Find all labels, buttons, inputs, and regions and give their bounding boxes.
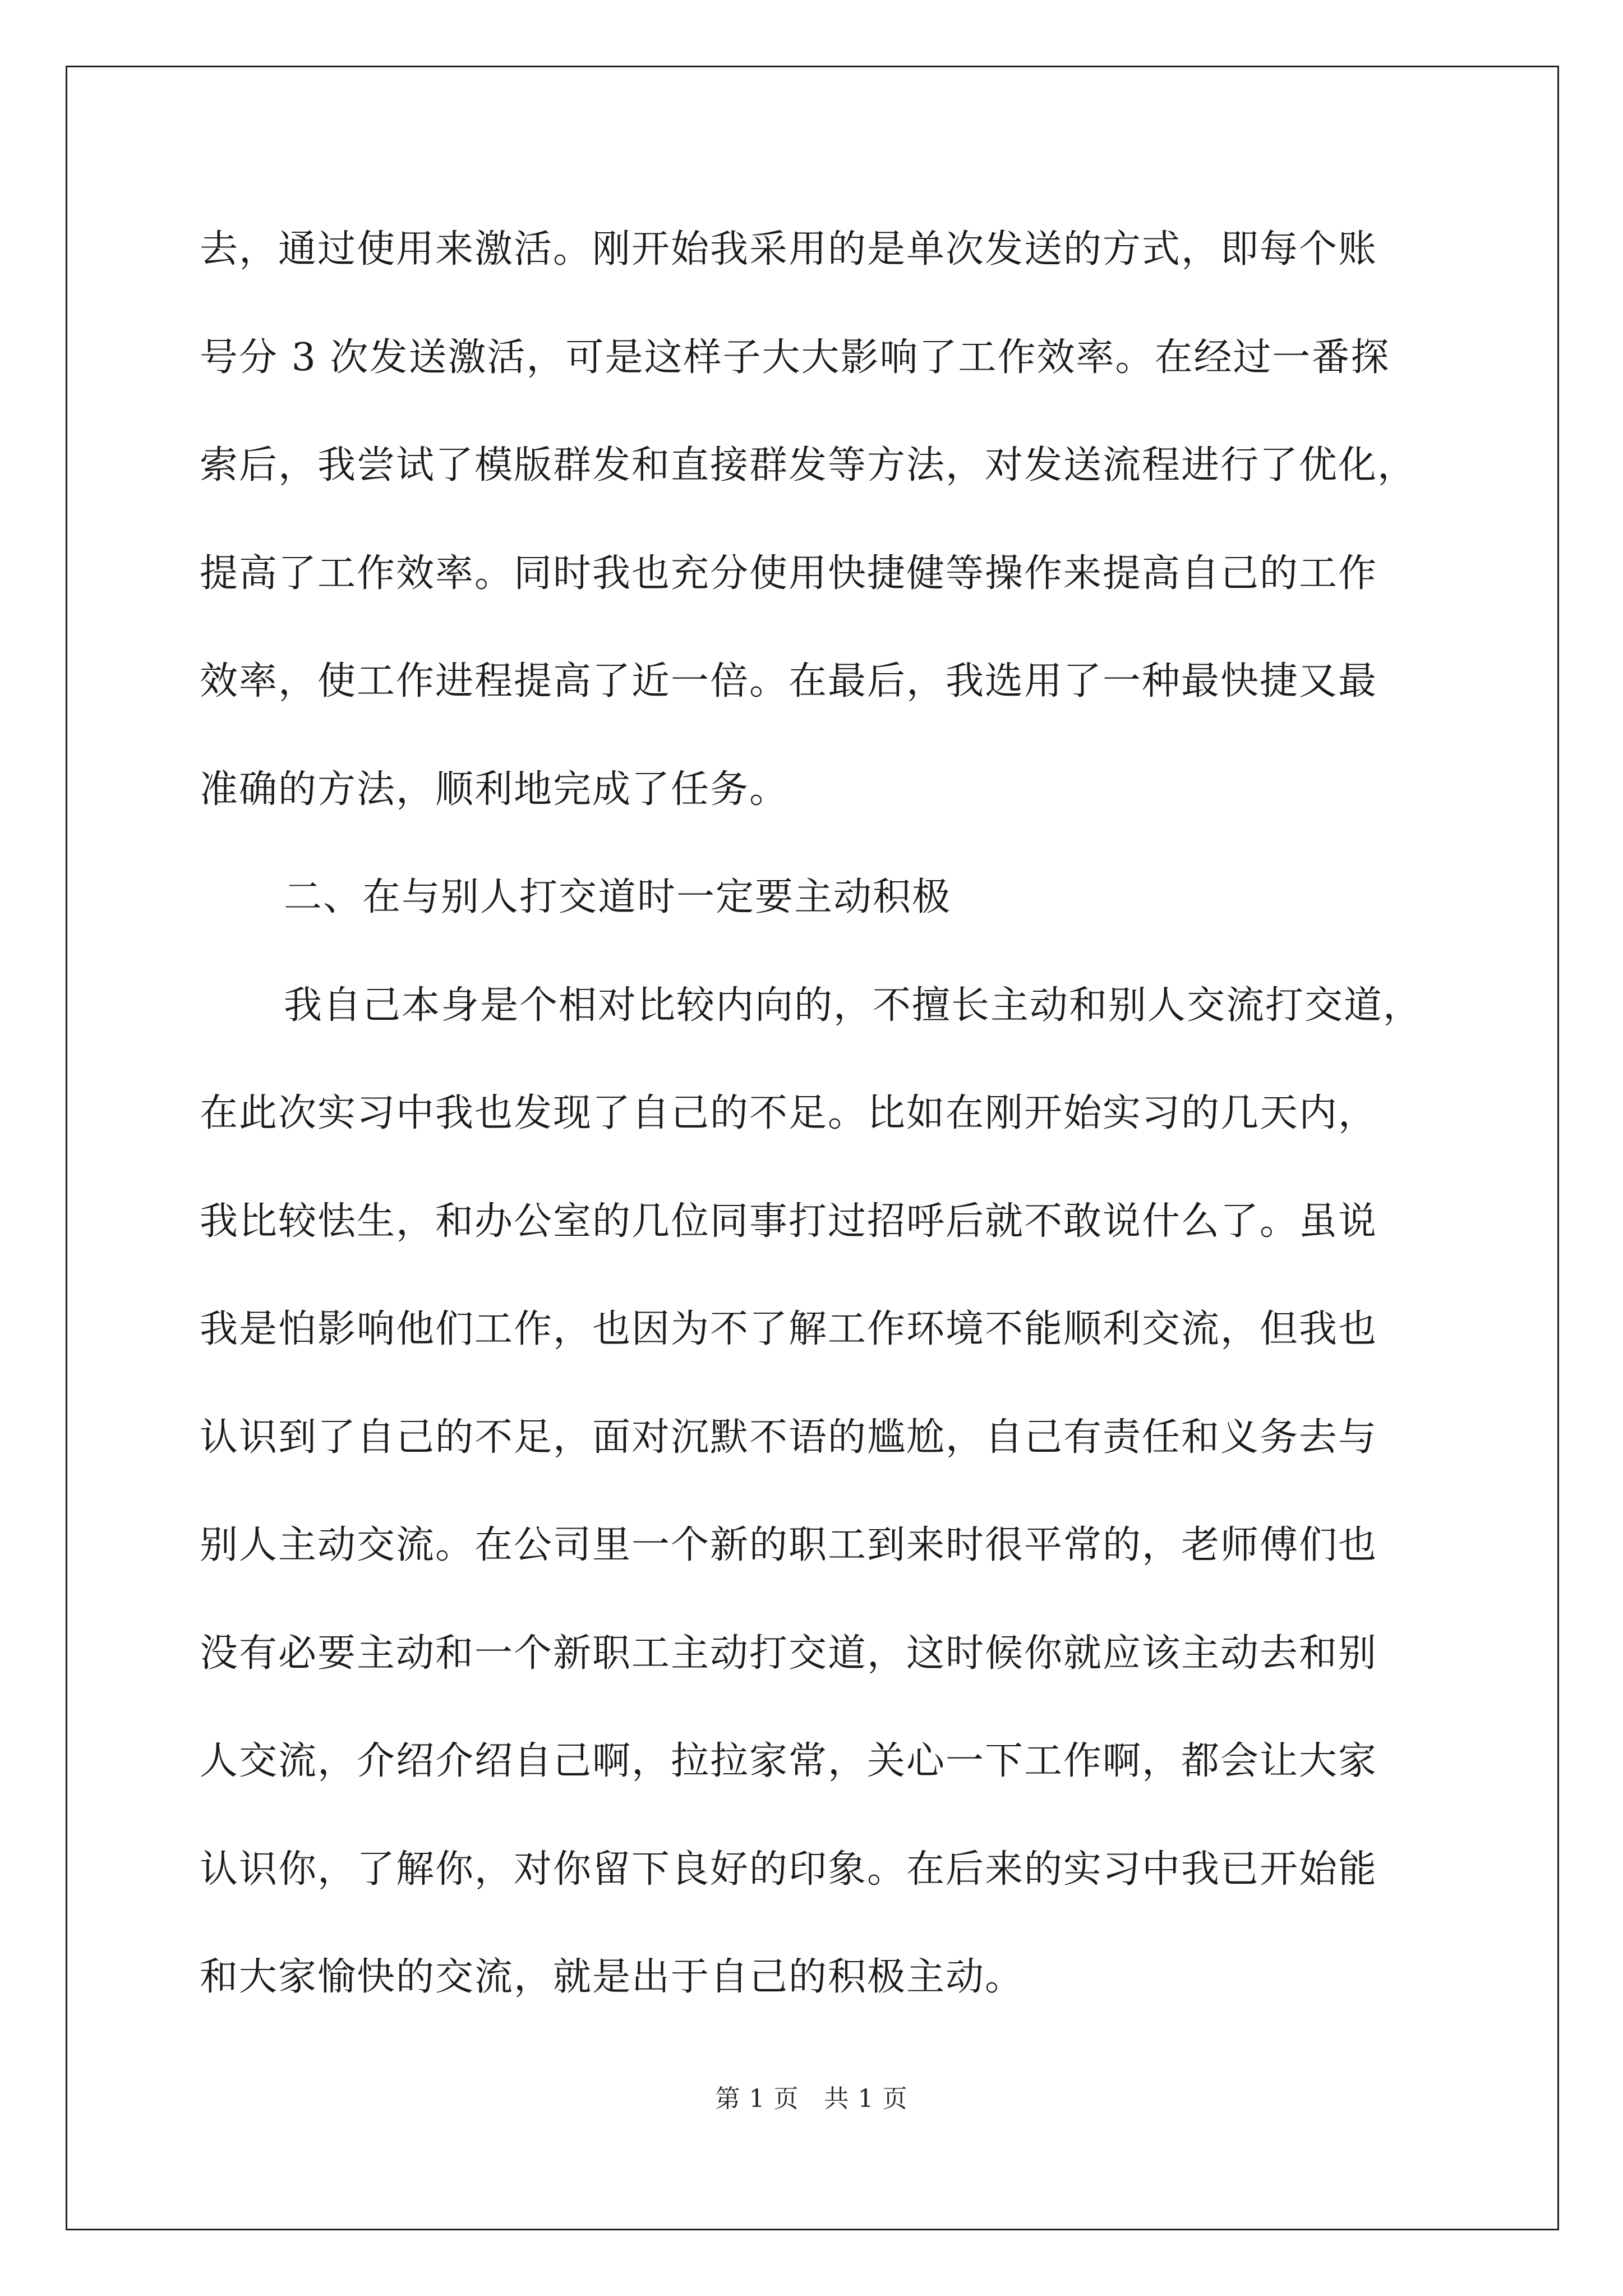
page-number-footer: 第 1 页 共 1 页: [715, 2085, 908, 2113]
text-line: 我比较怯生，和办公室的几位同事打过招呼后就不敢说什么了。虽说: [200, 1199, 1378, 1244]
section-heading: 二、在与别人打交道时一定要主动积极: [284, 875, 952, 919]
text-line: 去，通过使用来激活。刚开始我采用的是单次发送的方式，即每个账: [200, 227, 1378, 272]
text-line: 别人主动交流。在公司里一个新的职工到来时很平常的，老师傅们也: [200, 1523, 1378, 1567]
text-line: 索后，我尝试了模版群发和直接群发等方法，对发送流程进行了优化，: [200, 443, 1417, 487]
text-line: 我自己本身是个相对比较内向的，不擅长主动和别人交流打交道，: [284, 983, 1423, 1028]
text-line: 认识到了自己的不足，面对沉默不语的尴尬，自己有责任和义务去与: [200, 1415, 1378, 1460]
text-line: 准确的方法，顺利地完成了任务。: [200, 767, 789, 812]
text-line: 和大家愉快的交流，就是出于自己的积极主动。: [200, 1955, 1025, 1999]
text-line: 没有必要主动和一个新职工主动打交道，这时候你就应该主动去和别: [200, 1631, 1378, 1676]
text-line: 认识你，了解你，对你留下良好的印象。在后来的实习中我已开始能: [200, 1847, 1378, 1892]
text-line: 我是怕影响他们工作，也因为不了解工作环境不能顺利交流，但我也: [200, 1307, 1378, 1351]
document-body: [200, 213, 1433, 2049]
text-line: 人交流，介绍介绍自己啊，拉拉家常，关心一下工作啊，都会让大家: [200, 1739, 1378, 1783]
text-line: 效率，使工作进程提高了近一倍。在最后，我选用了一种最快捷又最: [200, 659, 1378, 703]
text-line: 提高了工作效率。同时我也充分使用快捷健等操作来提高自己的工作: [200, 551, 1378, 596]
text-line: 号分 3 次发送激活，可是这样子大大影响了工作效率。在经过一番探: [200, 335, 1390, 380]
text-line: 在此次实习中我也发现了自己的不足。比如在刚开始实习的几天内，: [200, 1091, 1378, 1135]
